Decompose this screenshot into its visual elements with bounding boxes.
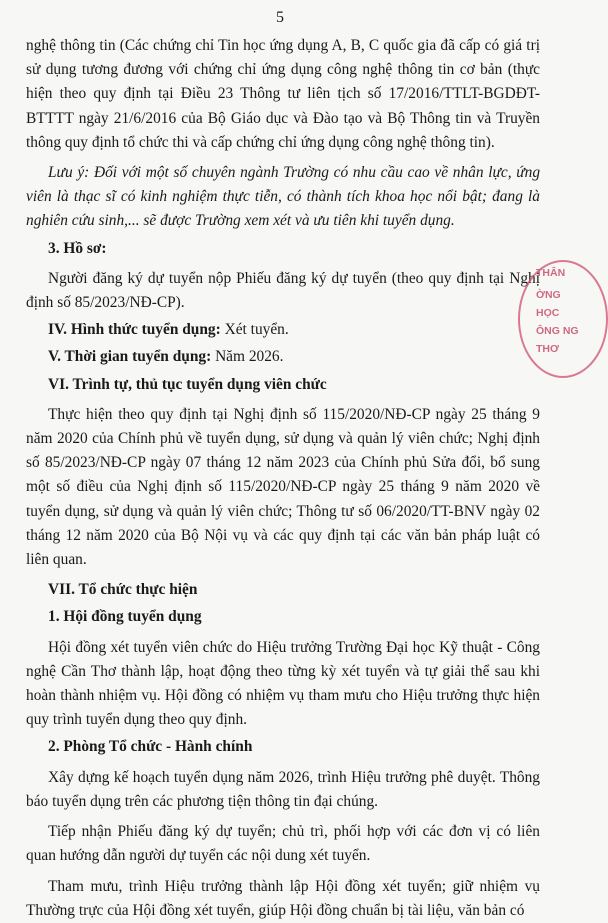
note-text: Đối với một số chuyên ngành Trường có nhu cầu cao về nhân lực, ứng viên là thạc sĩ có kinh nghiệm thực tiễn, có thành tích khoa học nổi bật; đang là nghiên cứu sinh,... sẽ được Trường xem xét và ưu tiên khi tuyển dụng. — [26, 164, 541, 230]
note-label: Lưu ý: — [48, 164, 90, 182]
paragraph-hoi-dong: Hội đồng xét tuyển viên chức do Hiệu trưởng Trường Đại học Kỹ thuật - Công nghệ Cần Thơ thành lập, hoạt động theo từng kỳ xét tuyển và tự giải thể sau khi hoàn thành nhiệm vụ. Hội đồng có nhiệm vụ tham mưu cho Hiệu trưởng thực hiện quy trình tuyển dụng theo quy định. — [26, 638, 540, 729]
heading-hinh-thuc — [26, 318, 540, 342]
heading-to-chuc: VII. Tổ chức thực hiện — [48, 581, 198, 599]
paragraph-trinh-tu: Thực hiện theo quy định tại Nghị định số 115/2020/NĐ-CP ngày 25 tháng 9 năm 2020 của Chính phủ về tuyển dụng, sử dụng và quản lý viên chức; Nghị định số 85/2023/NĐ-CP ngày 07 tháng 12 năm 2023 của Chính phủ Sửa đổi, bổ sung một số điều của Nghị định số 115/2020/NĐ-CP ngày 25 tháng 9 năm 2020 về tuyển dụng, sử dụng và quản lý viên chức; Thông tư số 06/2020/TT-BNV ngày 02 tháng 12 năm 2020 của Bộ Nội vụ và các quy định tại các văn bản pháp luật có liên quan. — [26, 405, 540, 569]
seal-text-line: THÂN — [536, 267, 566, 279]
heading-trinh-tu: VI. Trình tự, thủ tục tuyển dụng viên chức — [48, 375, 327, 393]
document-body — [26, 34, 540, 923]
seal-text-line: ỜNG — [536, 289, 561, 301]
red-seal-stamp — [518, 260, 584, 380]
paragraph-it-certificate: nghệ thông tin (Các chứng chỉ Tin học ứng dụng A, B, C quốc gia đã cấp có giá trị sử dụng tương đương với chứng chỉ ứng dụng công nghệ thông tin cơ bản (thực hiện theo quy định tại Điều 23 Thông tư liên tịch số 17/2016/TTLT-BGDĐT-BTTTT ngày 21/6/2016 của Bộ Giáo dục và Đào tạo và Bộ Thông tin và Truyền thông quy định tổ chức thi và cấp chứng chỉ ứng dụng công nghệ thông tin). — [26, 37, 540, 151]
seal-text-line: HỌC — [536, 307, 560, 319]
heading-phong-to-chuc: 2. Phòng Tổ chức - Hành chính — [48, 738, 253, 756]
paragraph-tiep-nhan: Tiếp nhận Phiếu đăng ký dự tuyển; chủ trì, phối hợp với các đơn vị có liên quan hướng dẫn người dự tuyển các nội dung xét tuyển. — [26, 823, 540, 865]
heading-ho-so: 3. Hồ sơ: — [48, 239, 107, 257]
note-paragraph — [26, 161, 540, 234]
seal-text-line: THƠ — [536, 343, 559, 355]
heading-hinh-thuc-value: Xét tuyển. — [220, 321, 289, 339]
seal-text-line: ÔNG NG — [536, 325, 579, 337]
paragraph-ho-so: Người đăng ký dự tuyển nộp Phiếu đăng ký dự tuyển (theo quy định tại Nghị định số 85/2023/NĐ-CP). — [26, 269, 540, 312]
page-number: 5 — [276, 9, 284, 26]
heading-thoi-gian — [26, 345, 540, 369]
heading-hinh-thuc-label: IV. Hình thức tuyển dụng: — [48, 321, 221, 339]
paragraph-tham-muu: Tham mưu, trình Hiệu trưởng thành lập Hội đồng xét tuyển; giữ nhiệm vụ Thường trực của Hội đồng xét tuyển, giúp Hội đồng chuẩn bị tài liệu, văn bản có — [26, 877, 540, 919]
heading-thoi-gian-value: Năm 2026. — [211, 348, 284, 366]
heading-thoi-gian-label: V. Thời gian tuyển dụng: — [48, 348, 212, 366]
heading-hoi-dong: 1. Hội đồng tuyển dụng — [48, 608, 202, 626]
paragraph-ke-hoach: Xây dựng kế hoạch tuyển dụng năm 2026, trình Hiệu trưởng phê duyệt. Thông báo tuyển dụng trên các phương tiện thông tin đại chúng. — [26, 768, 540, 810]
